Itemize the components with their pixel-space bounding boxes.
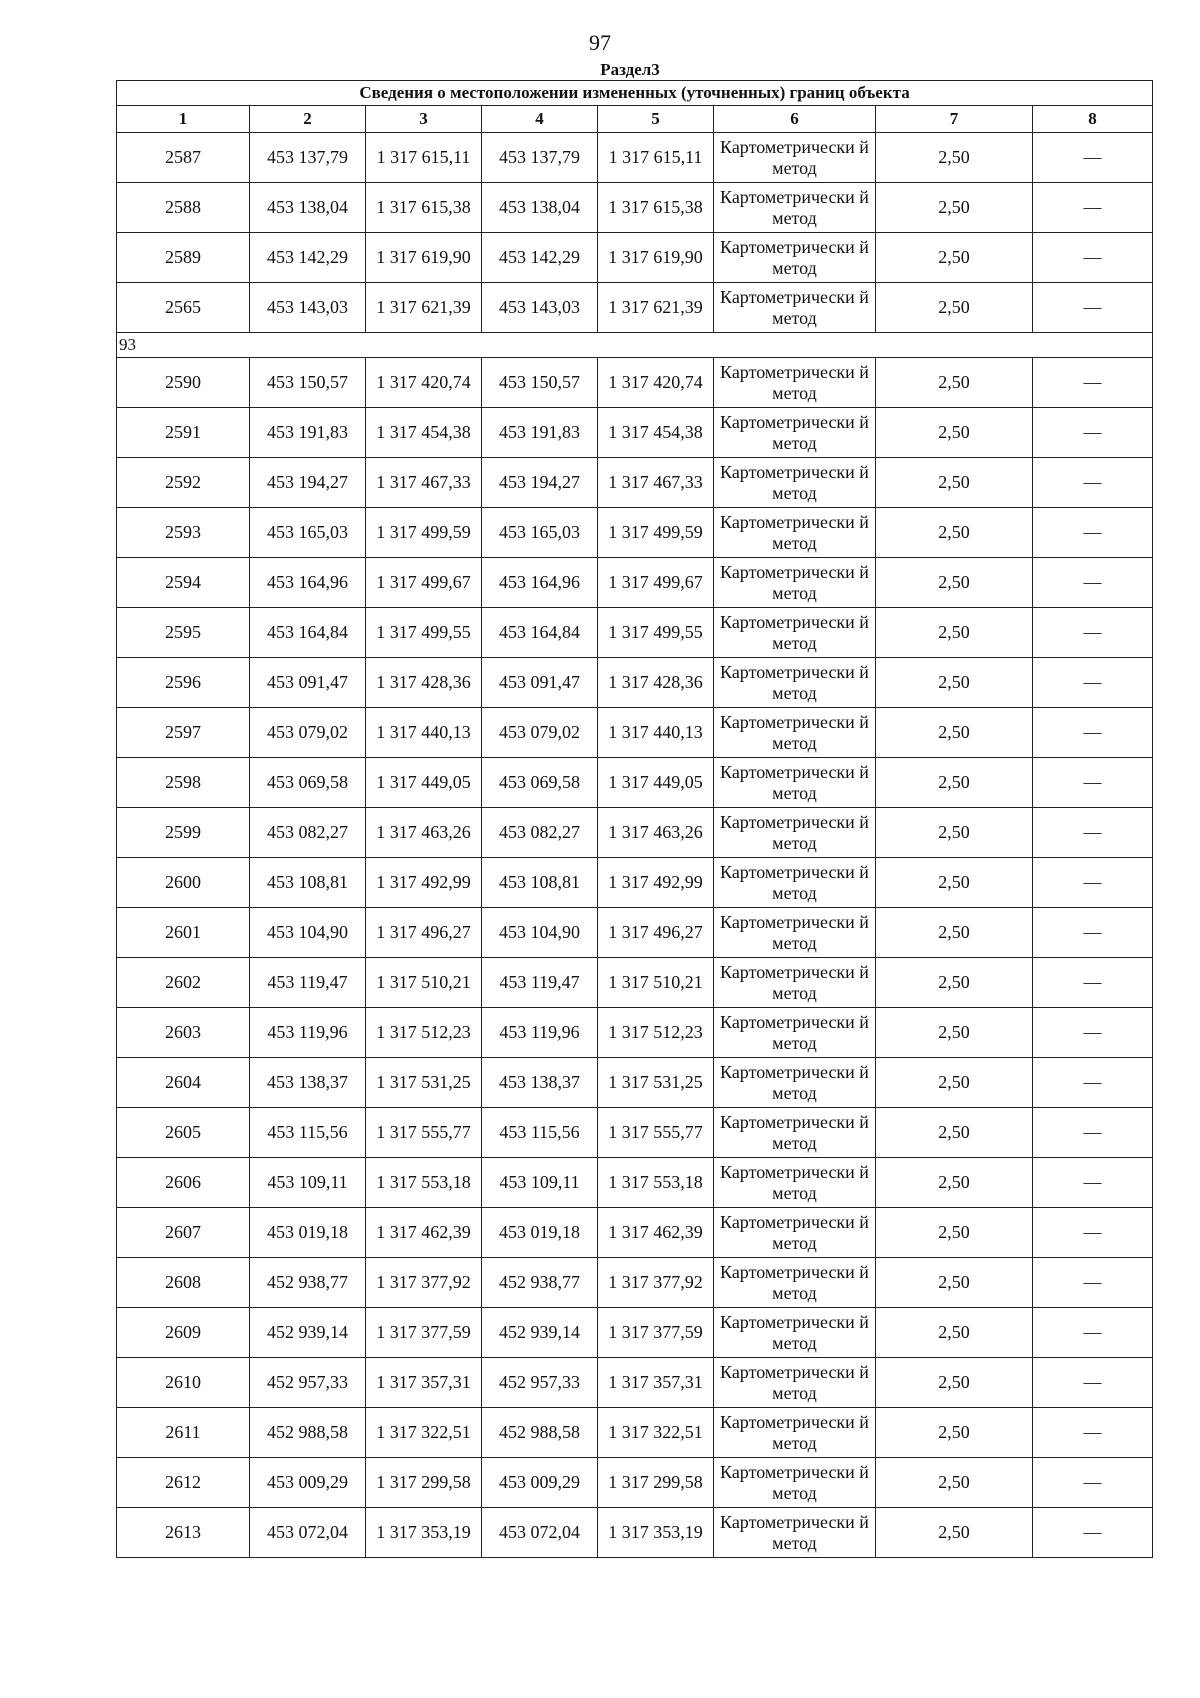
cell-description: — (1033, 558, 1153, 608)
cell-accuracy: 2,50 (876, 358, 1033, 408)
cell-y-new: 1 317 463,26 (598, 808, 714, 858)
cell-description: — (1033, 1308, 1153, 1358)
cell-x-old: 453 115,56 (250, 1108, 366, 1158)
cell-y-new: 1 317 299,58 (598, 1458, 714, 1508)
cell-accuracy: 2,50 (876, 858, 1033, 908)
cell-y-old: 1 317 615,11 (366, 133, 482, 183)
cell-y-new: 1 317 615,38 (598, 183, 714, 233)
cell-y-old: 1 317 440,13 (366, 708, 482, 758)
cell-x-new: 453 119,96 (482, 1008, 598, 1058)
cell-y-old: 1 317 619,90 (366, 233, 482, 283)
cell-description: — (1033, 958, 1153, 1008)
cell-accuracy: 2,50 (876, 908, 1033, 958)
cell-x-old: 453 104,90 (250, 908, 366, 958)
group-label: 93 (117, 333, 1153, 358)
cell-description: — (1033, 608, 1153, 658)
cell-description: — (1033, 908, 1153, 958)
cell-y-new: 1 317 619,90 (598, 233, 714, 283)
cell-method: Картометрически й метод (714, 1308, 876, 1358)
cell-x-new: 453 091,47 (482, 658, 598, 708)
cell-y-new: 1 317 512,23 (598, 1008, 714, 1058)
cell-x-old: 453 138,04 (250, 183, 366, 233)
cell-accuracy: 2,50 (876, 558, 1033, 608)
cell-method: Картометрически й метод (714, 1158, 876, 1208)
table-row (117, 358, 1153, 408)
cell-method: Картометрически й метод (714, 458, 876, 508)
cell-description: — (1033, 408, 1153, 458)
table-row (117, 758, 1153, 808)
cell-accuracy: 2,50 (876, 808, 1033, 858)
cell-method: Картометрически й метод (714, 1008, 876, 1058)
cell-x-old: 453 119,96 (250, 1008, 366, 1058)
cell-y-old: 1 317 499,55 (366, 608, 482, 658)
cell-method: Картометрически й метод (714, 508, 876, 558)
boundary-table (116, 80, 1153, 1558)
table-caption: Сведения о местоположении измененных (уточненных) границ объекта (117, 81, 1153, 106)
cell-x-new: 453 069,58 (482, 758, 598, 808)
column-header: 1 (117, 106, 250, 133)
cell-y-old: 1 317 531,25 (366, 1058, 482, 1108)
cell-accuracy: 2,50 (876, 233, 1033, 283)
cell-x-old: 453 069,58 (250, 758, 366, 808)
cell-method: Картометрически й метод (714, 858, 876, 908)
cell-method: Картометрически й метод (714, 958, 876, 1008)
cell-point-number: 2611 (117, 1408, 250, 1458)
cell-description: — (1033, 658, 1153, 708)
table-row (117, 1008, 1153, 1058)
cell-y-new: 1 317 353,19 (598, 1508, 714, 1558)
cell-x-old: 453 079,02 (250, 708, 366, 758)
cell-x-old: 453 150,57 (250, 358, 366, 408)
table-row (117, 908, 1153, 958)
cell-description: — (1033, 1508, 1153, 1558)
column-header: 7 (876, 106, 1033, 133)
cell-accuracy: 2,50 (876, 1308, 1033, 1358)
page-number: 97 (589, 30, 611, 55)
cell-y-old: 1 317 499,67 (366, 558, 482, 608)
cell-x-new: 453 115,56 (482, 1108, 598, 1158)
cell-accuracy: 2,50 (876, 1508, 1033, 1558)
table-row (117, 958, 1153, 1008)
cell-accuracy: 2,50 (876, 1258, 1033, 1308)
table-row (117, 1358, 1153, 1408)
cell-description: — (1033, 1208, 1153, 1258)
table-row (117, 658, 1153, 708)
cell-accuracy: 2,50 (876, 1008, 1033, 1058)
cell-method: Картометрически й метод (714, 1358, 876, 1408)
cell-point-number: 2607 (117, 1208, 250, 1258)
table-row (117, 408, 1153, 458)
cell-y-new: 1 317 496,27 (598, 908, 714, 958)
cell-method: Картометрически й метод (714, 133, 876, 183)
table-body (117, 133, 1153, 1558)
cell-y-old: 1 317 299,58 (366, 1458, 482, 1508)
cell-point-number: 2603 (117, 1008, 250, 1058)
cell-y-old: 1 317 428,36 (366, 658, 482, 708)
cell-y-old: 1 317 467,33 (366, 458, 482, 508)
cell-x-old: 453 137,79 (250, 133, 366, 183)
cell-point-number: 2590 (117, 358, 250, 408)
cell-x-new: 452 988,58 (482, 1408, 598, 1458)
cell-point-number: 2595 (117, 608, 250, 658)
table-row (117, 133, 1153, 183)
cell-point-number: 2602 (117, 958, 250, 1008)
cell-accuracy: 2,50 (876, 708, 1033, 758)
cell-x-new: 452 957,33 (482, 1358, 598, 1408)
cell-x-new: 453 150,57 (482, 358, 598, 408)
table-row (117, 508, 1153, 558)
cell-x-new: 453 019,18 (482, 1208, 598, 1258)
cell-y-new: 1 317 454,38 (598, 408, 714, 458)
cell-x-old: 453 143,03 (250, 283, 366, 333)
table-row (117, 708, 1153, 758)
cell-y-old: 1 317 377,92 (366, 1258, 482, 1308)
cell-x-old: 453 191,83 (250, 408, 366, 458)
cell-description: — (1033, 508, 1153, 558)
column-header: 8 (1033, 106, 1153, 133)
cell-point-number: 2604 (117, 1058, 250, 1108)
cell-accuracy: 2,50 (876, 1158, 1033, 1208)
cell-accuracy: 2,50 (876, 1458, 1033, 1508)
cell-method: Картометрически й метод (714, 908, 876, 958)
cell-x-old: 453 142,29 (250, 233, 366, 283)
cell-description: — (1033, 808, 1153, 858)
column-header: 4 (482, 106, 598, 133)
cell-point-number: 2598 (117, 758, 250, 808)
cell-y-new: 1 317 377,59 (598, 1308, 714, 1358)
cell-x-new: 453 194,27 (482, 458, 598, 508)
cell-y-new: 1 317 555,77 (598, 1108, 714, 1158)
cell-method: Картометрически й метод (714, 1408, 876, 1458)
cell-x-new: 453 142,29 (482, 233, 598, 283)
cell-y-old: 1 317 357,31 (366, 1358, 482, 1408)
cell-y-new: 1 317 420,74 (598, 358, 714, 408)
cell-x-old: 453 119,47 (250, 958, 366, 1008)
cell-point-number: 2610 (117, 1358, 250, 1408)
cell-method: Картометрически й метод (714, 1258, 876, 1308)
cell-description: — (1033, 1008, 1153, 1058)
cell-x-new: 453 009,29 (482, 1458, 598, 1508)
table-row (117, 1208, 1153, 1258)
cell-y-old: 1 317 555,77 (366, 1108, 482, 1158)
cell-method: Картометрически й метод (714, 233, 876, 283)
column-header: 5 (598, 106, 714, 133)
cell-method: Картометрически й метод (714, 608, 876, 658)
cell-y-old: 1 317 499,59 (366, 508, 482, 558)
cell-y-old: 1 317 463,26 (366, 808, 482, 858)
cell-description: — (1033, 708, 1153, 758)
cell-description: — (1033, 1408, 1153, 1458)
cell-point-number: 2597 (117, 708, 250, 758)
cell-x-new: 453 165,03 (482, 508, 598, 558)
cell-point-number: 2601 (117, 908, 250, 958)
cell-x-old: 452 938,77 (250, 1258, 366, 1308)
cell-accuracy: 2,50 (876, 458, 1033, 508)
cell-point-number: 2594 (117, 558, 250, 608)
cell-description: — (1033, 283, 1153, 333)
cell-method: Картометрически й метод (714, 708, 876, 758)
cell-point-number: 2606 (117, 1158, 250, 1208)
cell-y-new: 1 317 499,59 (598, 508, 714, 558)
cell-y-new: 1 317 322,51 (598, 1408, 714, 1458)
cell-method: Картометрически й метод (714, 808, 876, 858)
cell-y-old: 1 317 377,59 (366, 1308, 482, 1358)
group-row (117, 333, 1153, 358)
cell-method: Картометрически й метод (714, 183, 876, 233)
cell-x-new: 453 082,27 (482, 808, 598, 858)
table-row (117, 808, 1153, 858)
table-row (117, 1458, 1153, 1508)
table-row (117, 1308, 1153, 1358)
cell-x-new: 453 072,04 (482, 1508, 598, 1558)
table-row (117, 608, 1153, 658)
section-title: Раздел3 (600, 60, 660, 79)
cell-point-number: 2613 (117, 1508, 250, 1558)
cell-x-old: 453 019,18 (250, 1208, 366, 1258)
cell-y-new: 1 317 492,99 (598, 858, 714, 908)
cell-y-old: 1 317 496,27 (366, 908, 482, 958)
table-row (117, 858, 1153, 908)
cell-x-new: 453 164,84 (482, 608, 598, 658)
column-header: 3 (366, 106, 482, 133)
cell-y-new: 1 317 621,39 (598, 283, 714, 333)
table-row (117, 1258, 1153, 1308)
cell-accuracy: 2,50 (876, 958, 1033, 1008)
cell-description: — (1033, 458, 1153, 508)
cell-y-new: 1 317 357,31 (598, 1358, 714, 1408)
cell-method: Картометрически й метод (714, 1058, 876, 1108)
cell-description: — (1033, 1158, 1153, 1208)
cell-description: — (1033, 1258, 1153, 1308)
cell-x-new: 453 079,02 (482, 708, 598, 758)
cell-accuracy: 2,50 (876, 1058, 1033, 1108)
cell-x-old: 453 138,37 (250, 1058, 366, 1108)
cell-x-old: 452 957,33 (250, 1358, 366, 1408)
table-row (117, 183, 1153, 233)
cell-x-new: 452 939,14 (482, 1308, 598, 1358)
cell-method: Картометрически й метод (714, 358, 876, 408)
cell-accuracy: 2,50 (876, 183, 1033, 233)
cell-y-old: 1 317 449,05 (366, 758, 482, 808)
cell-point-number: 2587 (117, 133, 250, 183)
cell-point-number: 2588 (117, 183, 250, 233)
cell-point-number: 2592 (117, 458, 250, 508)
cell-method: Картометрически й метод (714, 758, 876, 808)
cell-point-number: 2596 (117, 658, 250, 708)
cell-y-old: 1 317 462,39 (366, 1208, 482, 1258)
table-row (117, 1408, 1153, 1458)
cell-point-number: 2600 (117, 858, 250, 908)
cell-description: — (1033, 358, 1153, 408)
cell-point-number: 2612 (117, 1458, 250, 1508)
cell-method: Картометрически й метод (714, 1458, 876, 1508)
cell-description: — (1033, 1058, 1153, 1108)
cell-accuracy: 2,50 (876, 408, 1033, 458)
cell-x-new: 453 191,83 (482, 408, 598, 458)
table-row (117, 458, 1153, 508)
cell-method: Картометрически й метод (714, 558, 876, 608)
cell-point-number: 2608 (117, 1258, 250, 1308)
cell-y-new: 1 317 428,36 (598, 658, 714, 708)
cell-y-old: 1 317 512,23 (366, 1008, 482, 1058)
cell-x-old: 453 072,04 (250, 1508, 366, 1558)
cell-method: Картометрически й метод (714, 283, 876, 333)
cell-y-new: 1 317 553,18 (598, 1158, 714, 1208)
cell-y-new: 1 317 499,55 (598, 608, 714, 658)
cell-description: — (1033, 1358, 1153, 1408)
cell-description: — (1033, 1458, 1153, 1508)
cell-x-new: 453 138,37 (482, 1058, 598, 1108)
cell-description: — (1033, 183, 1153, 233)
table-row (117, 1158, 1153, 1208)
cell-method: Картометрически й метод (714, 1108, 876, 1158)
cell-y-new: 1 317 449,05 (598, 758, 714, 808)
cell-y-new: 1 317 467,33 (598, 458, 714, 508)
cell-x-old: 453 108,81 (250, 858, 366, 908)
cell-description: — (1033, 858, 1153, 908)
cell-method: Картометрически й метод (714, 1508, 876, 1558)
cell-x-new: 452 938,77 (482, 1258, 598, 1308)
cell-accuracy: 2,50 (876, 758, 1033, 808)
cell-x-old: 453 109,11 (250, 1158, 366, 1208)
cell-description: — (1033, 758, 1153, 808)
cell-y-old: 1 317 553,18 (366, 1158, 482, 1208)
table-row (117, 1508, 1153, 1558)
cell-x-old: 453 164,84 (250, 608, 366, 658)
cell-y-old: 1 317 322,51 (366, 1408, 482, 1458)
cell-x-new: 453 138,04 (482, 183, 598, 233)
cell-point-number: 2565 (117, 283, 250, 333)
table-row (117, 1058, 1153, 1108)
cell-point-number: 2589 (117, 233, 250, 283)
cell-accuracy: 2,50 (876, 133, 1033, 183)
cell-y-new: 1 317 510,21 (598, 958, 714, 1008)
cell-accuracy: 2,50 (876, 508, 1033, 558)
cell-method: Картометрически й метод (714, 1208, 876, 1258)
cell-accuracy: 2,50 (876, 608, 1033, 658)
cell-x-new: 453 108,81 (482, 858, 598, 908)
cell-point-number: 2591 (117, 408, 250, 458)
cell-x-old: 452 939,14 (250, 1308, 366, 1358)
table-row (117, 1108, 1153, 1158)
cell-x-new: 453 137,79 (482, 133, 598, 183)
cell-x-new: 453 104,90 (482, 908, 598, 958)
cell-x-old: 453 165,03 (250, 508, 366, 558)
cell-y-new: 1 317 615,11 (598, 133, 714, 183)
cell-point-number: 2593 (117, 508, 250, 558)
column-header: 2 (250, 106, 366, 133)
cell-x-new: 453 164,96 (482, 558, 598, 608)
cell-y-old: 1 317 353,19 (366, 1508, 482, 1558)
cell-accuracy: 2,50 (876, 1358, 1033, 1408)
cell-y-old: 1 317 615,38 (366, 183, 482, 233)
cell-description: — (1033, 1108, 1153, 1158)
cell-description: — (1033, 133, 1153, 183)
cell-accuracy: 2,50 (876, 658, 1033, 708)
cell-y-old: 1 317 420,74 (366, 358, 482, 408)
cell-y-new: 1 317 499,67 (598, 558, 714, 608)
cell-x-old: 453 009,29 (250, 1458, 366, 1508)
cell-method: Картометрически й метод (714, 408, 876, 458)
table-row (117, 283, 1153, 333)
cell-x-old: 453 194,27 (250, 458, 366, 508)
cell-y-old: 1 317 492,99 (366, 858, 482, 908)
cell-x-old: 453 082,27 (250, 808, 366, 858)
column-header: 6 (714, 106, 876, 133)
cell-method: Картометрически й метод (714, 658, 876, 708)
cell-y-new: 1 317 440,13 (598, 708, 714, 758)
cell-accuracy: 2,50 (876, 283, 1033, 333)
cell-y-old: 1 317 454,38 (366, 408, 482, 458)
cell-point-number: 2605 (117, 1108, 250, 1158)
cell-x-old: 453 164,96 (250, 558, 366, 608)
table-row (117, 558, 1153, 608)
cell-description: — (1033, 233, 1153, 283)
cell-x-old: 452 988,58 (250, 1408, 366, 1458)
column-header-row (117, 106, 1153, 133)
table-row (117, 233, 1153, 283)
cell-y-old: 1 317 621,39 (366, 283, 482, 333)
cell-x-old: 453 091,47 (250, 658, 366, 708)
cell-x-new: 453 143,03 (482, 283, 598, 333)
cell-y-old: 1 317 510,21 (366, 958, 482, 1008)
cell-y-new: 1 317 462,39 (598, 1208, 714, 1258)
cell-accuracy: 2,50 (876, 1208, 1033, 1258)
cell-point-number: 2609 (117, 1308, 250, 1358)
cell-point-number: 2599 (117, 808, 250, 858)
cell-x-new: 453 119,47 (482, 958, 598, 1008)
cell-y-new: 1 317 531,25 (598, 1058, 714, 1108)
cell-accuracy: 2,50 (876, 1408, 1033, 1458)
cell-accuracy: 2,50 (876, 1108, 1033, 1158)
cell-x-new: 453 109,11 (482, 1158, 598, 1208)
cell-y-new: 1 317 377,92 (598, 1258, 714, 1308)
